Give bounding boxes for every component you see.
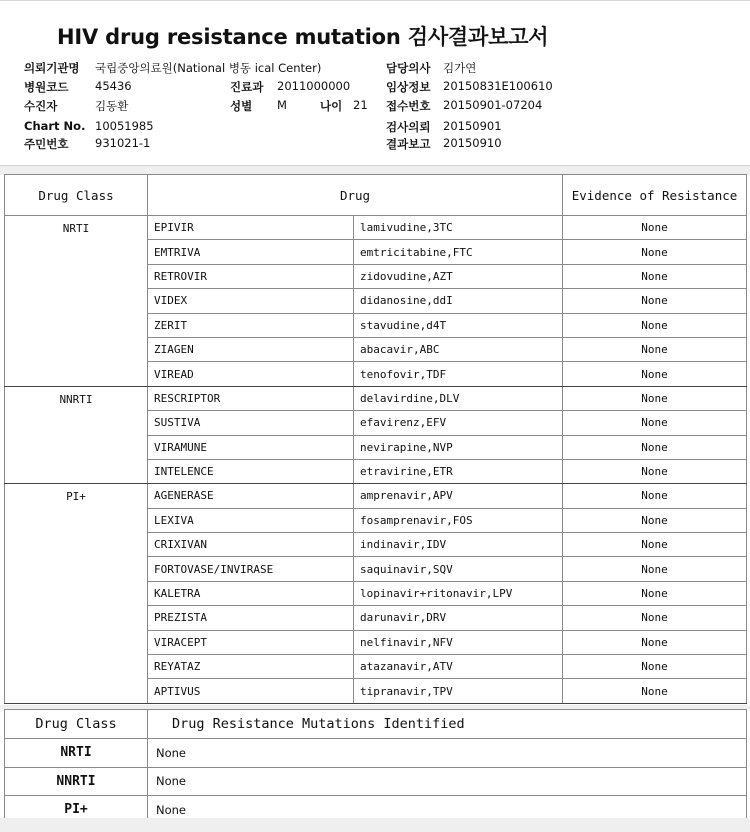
drug-generic-cell: tenofovir,TDF xyxy=(354,362,563,386)
evidence-cell: None xyxy=(563,508,747,532)
clinical-info-value: 20150831E100610 xyxy=(443,79,553,93)
drug-brand-cell: CRIXIVAN xyxy=(148,533,354,557)
clinical-info-label: 임상정보 xyxy=(386,80,431,94)
drug-brand-cell: SUSTIVA xyxy=(148,411,354,435)
drug-brand-cell: RETROVIR xyxy=(148,264,354,288)
evidence-cell: None xyxy=(563,386,747,410)
drug-generic-cell: delavirdine,DLV xyxy=(354,386,563,410)
evidence-cell: None xyxy=(563,655,747,679)
drug-brand-cell: ZERIT xyxy=(148,313,354,337)
drug-generic-cell: atazanavir,ATV xyxy=(354,655,563,679)
test-request-label: 검사의뢰 xyxy=(386,120,431,134)
drug-class-cell: NRTI xyxy=(5,216,148,387)
mutation-row xyxy=(5,767,747,796)
age-label: 나이 xyxy=(320,99,343,113)
evidence-cell: None xyxy=(563,630,747,654)
resident-no-label: 주민번호 xyxy=(24,137,69,151)
evidence-cell: None xyxy=(563,264,747,288)
report-header xyxy=(0,0,750,166)
mutation-class: NRTI xyxy=(5,739,148,768)
drug-brand-cell: REYATAZ xyxy=(148,655,354,679)
drug-generic-cell: tipranavir,TPV xyxy=(354,679,563,703)
age-value: 21 xyxy=(353,98,368,112)
mutations-header-row xyxy=(5,710,747,739)
drug-generic-cell: abacavir,ABC xyxy=(354,337,563,361)
drug-brand-cell: AGENERASE xyxy=(148,484,354,508)
drug-brand-cell: ZIAGEN xyxy=(148,337,354,361)
evidence-header: Evidence of Resistance xyxy=(563,175,747,216)
drug-brand-cell: PREZISTA xyxy=(148,606,354,630)
department-label: 진료과 xyxy=(230,80,264,94)
doctor-value: 김가연 xyxy=(443,61,477,75)
drug-generic-cell: stavudine,d4T xyxy=(354,313,563,337)
chart-no-value: 10051985 xyxy=(95,119,154,133)
drug-generic-cell: emtricitabine,FTC xyxy=(354,240,563,264)
drug-generic-cell: amprenavir,APV xyxy=(354,484,563,508)
sex-label: 성별 xyxy=(230,99,253,113)
evidence-cell: None xyxy=(563,313,747,337)
report-title: HIV drug resistance mutation 검사결과보고서 xyxy=(57,25,549,49)
mutation-value: None xyxy=(148,796,747,825)
evidence-cell: None xyxy=(563,240,747,264)
drug-brand-cell: EMTRIVA xyxy=(148,240,354,264)
drug-generic-cell: didanosine,ddI xyxy=(354,289,563,313)
mutations-class-header: Drug Class xyxy=(5,710,148,739)
receipt-no-label: 접수번호 xyxy=(386,99,431,113)
drug-class-header: Drug Class xyxy=(5,175,148,216)
drug-generic-cell: saquinavir,SQV xyxy=(354,557,563,581)
drug-brand-cell: LEXIVA xyxy=(148,508,354,532)
result-report-label: 결과보고 xyxy=(386,137,431,151)
drug-generic-cell: darunavir,DRV xyxy=(354,606,563,630)
table-row xyxy=(5,386,747,410)
institution-label: 의뢰기관명 xyxy=(24,61,80,75)
drug-brand-cell: FORTOVASE/INVIRASE xyxy=(148,557,354,581)
mutation-class: NNRTI xyxy=(5,767,148,796)
drug-generic-cell: nelfinavir,NFV xyxy=(354,630,563,654)
receipt-no-value: 20150901-07204 xyxy=(443,98,543,112)
drug-generic-cell: lopinavir+ritonavir,LPV xyxy=(354,581,563,605)
mutation-value: None xyxy=(148,739,747,768)
table-row xyxy=(5,216,747,240)
table-row xyxy=(5,484,747,508)
drug-generic-cell: etravirine,ETR xyxy=(354,459,563,483)
drug-generic-cell: nevirapine,NVP xyxy=(354,435,563,459)
drug-generic-cell: fosamprenavir,FOS xyxy=(354,508,563,532)
mutation-value: None xyxy=(148,767,747,796)
evidence-cell: None xyxy=(563,337,747,361)
drug-generic-cell: efavirenz,EFV xyxy=(354,411,563,435)
patient-value: 김동환 xyxy=(95,99,129,113)
evidence-cell: None xyxy=(563,362,747,386)
evidence-cell: None xyxy=(563,581,747,605)
drug-generic-cell: zidovudine,AZT xyxy=(354,264,563,288)
mutation-row xyxy=(5,739,747,768)
evidence-cell: None xyxy=(563,557,747,581)
evidence-cell: None xyxy=(563,484,747,508)
mutation-class: PI+ xyxy=(5,796,148,825)
hospital-code-value: 45436 xyxy=(95,79,132,93)
drug-table-body xyxy=(5,216,747,704)
drug-header: Drug xyxy=(148,175,563,216)
evidence-cell: None xyxy=(563,435,747,459)
mutations-identified-header: Drug Resistance Mutations Identified xyxy=(148,710,747,739)
evidence-cell: None xyxy=(563,606,747,630)
drug-class-cell: PI+ xyxy=(5,484,148,704)
drug-brand-cell: VIRACEPT xyxy=(148,630,354,654)
drug-brand-cell: VIRAMUNE xyxy=(148,435,354,459)
department-value: 2011000000 xyxy=(277,79,351,93)
drug-generic-cell: lamivudine,3TC xyxy=(354,216,563,240)
table-header-row xyxy=(5,175,747,216)
chart-no-label: Chart No. xyxy=(24,119,86,133)
institution-value: 국립중앙의료원(National 병동 ical Center) xyxy=(95,61,322,75)
evidence-cell: None xyxy=(563,533,747,557)
drug-resistance-table xyxy=(4,174,747,704)
evidence-cell: None xyxy=(563,679,747,703)
doctor-label: 담당의사 xyxy=(386,61,431,75)
evidence-cell: None xyxy=(563,216,747,240)
drug-brand-cell: VIREAD xyxy=(148,362,354,386)
drug-brand-cell: RESCRIPTOR xyxy=(148,386,354,410)
patient-label: 수진자 xyxy=(24,99,58,113)
sex-value: M xyxy=(277,98,287,112)
drug-brand-cell: EPIVIR xyxy=(148,216,354,240)
drug-brand-cell: KALETRA xyxy=(148,581,354,605)
result-report-value: 20150910 xyxy=(443,136,502,150)
drug-class-cell: NNRTI xyxy=(5,386,148,484)
mutations-table xyxy=(4,709,747,825)
evidence-cell: None xyxy=(563,411,747,435)
hospital-code-label: 병원코드 xyxy=(24,80,69,94)
test-request-value: 20150901 xyxy=(443,119,502,133)
drug-generic-cell: indinavir,IDV xyxy=(354,533,563,557)
drug-brand-cell: VIDEX xyxy=(148,289,354,313)
bottom-strip xyxy=(0,818,750,832)
resident-no-value: 931021-1 xyxy=(95,136,151,150)
evidence-cell: None xyxy=(563,289,747,313)
evidence-cell: None xyxy=(563,459,747,483)
drug-brand-cell: APTIVUS xyxy=(148,679,354,703)
drug-brand-cell: INTELENCE xyxy=(148,459,354,483)
